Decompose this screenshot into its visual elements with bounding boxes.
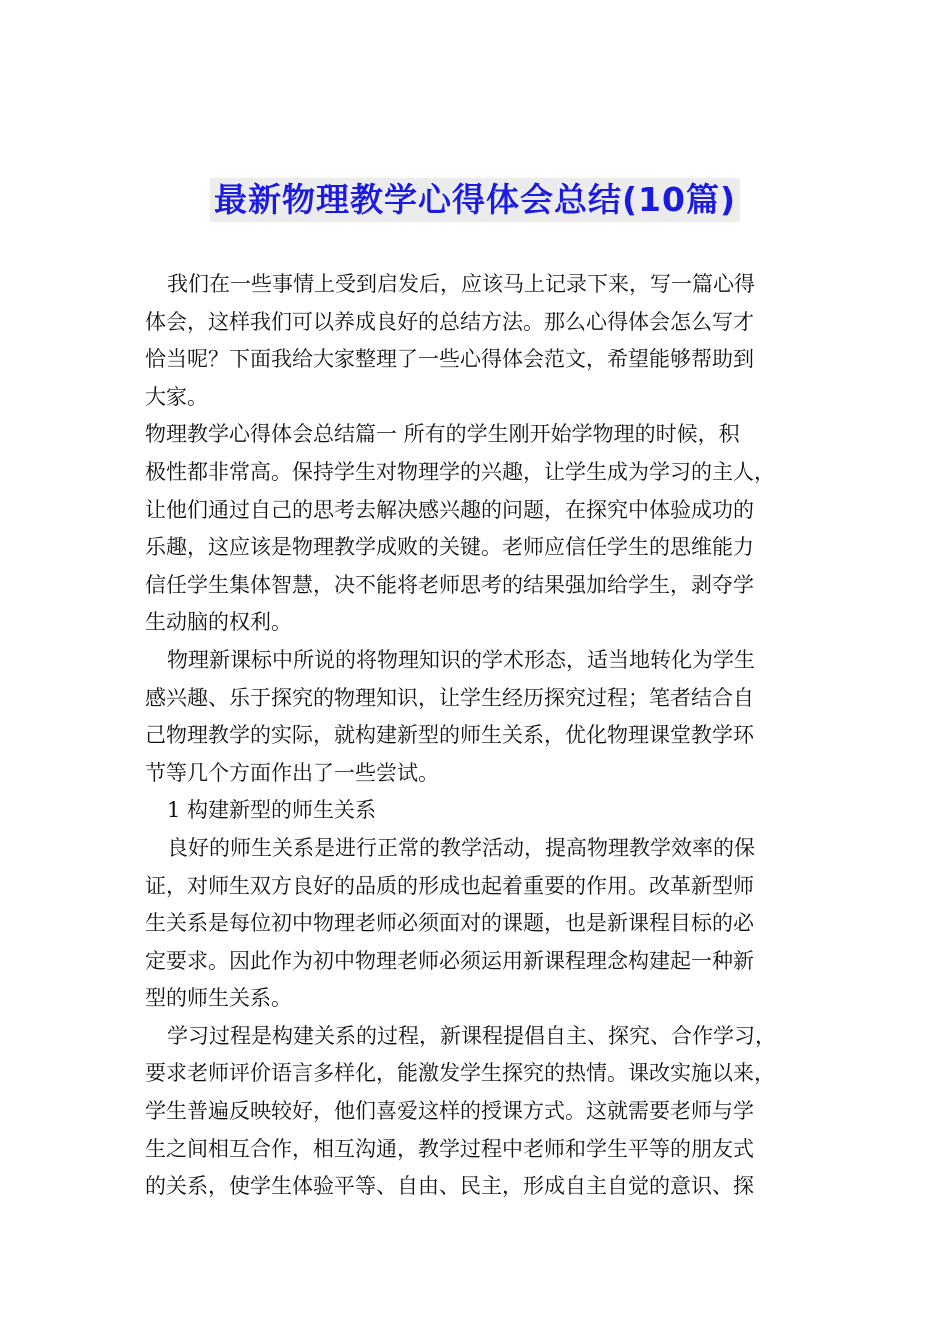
body-line: 生关系是每位初中物理老师必须面对的课题，也是新课程目标的必	[145, 911, 754, 936]
body-line: 物理新课标中所说的将物理知识的学术形态，适当地转化为学生	[167, 647, 755, 672]
subheading: 1 构建新型的师生关系	[167, 798, 377, 823]
body-line: 的关系，使学生体验平等、自由、民主，形成自主自觉的意识、探	[145, 1174, 754, 1199]
document-title: 最新物理教学心得体会总结(10篇)	[210, 178, 740, 222]
document-body	[145, 266, 807, 1206]
body-line: 要求老师评价语言多样化，能激发学生探究的热情。课改实施以来，	[145, 1061, 775, 1086]
body-line: 我们在一些事情上受到启发后，应该马上记录下来，写一篇心得	[167, 272, 755, 296]
body-line: 定要求。因此作为初中物理老师必须运用新课程理念构建起一种新	[145, 948, 754, 973]
body-line: 学习过程是构建关系的过程，新课程提倡自主、探究、合作学习，	[167, 1023, 776, 1048]
body-line: 乐趣，这应该是物理教学成败的关键。老师应信任学生的思维能力	[145, 535, 754, 560]
body-line: 大家。	[145, 384, 208, 409]
body-line: 节等几个方面作出了一些尝试。	[145, 760, 439, 785]
body-line: 良好的师生关系是进行正常的教学活动，提高物理教学效率的保	[167, 835, 755, 860]
body-line: 生动脑的权利。	[145, 610, 292, 635]
body-line: 己物理教学的实际，就构建新型的师生关系，优化物理课堂教学环	[145, 723, 754, 748]
body-line: 体会，这样我们可以养成良好的总结方法。那么心得体会怎么写才	[145, 309, 754, 334]
section-heading-line: 物理教学心得体会总结篇一 所有的学生刚开始学物理的时候，积	[145, 422, 740, 447]
body-line: 极性都非常高。保持学生对物理学的兴趣，让学生成为学习的主人，	[145, 459, 775, 484]
body-line: 信任学生集体智慧，决不能将老师思考的结果强加给学生，剥夺学	[145, 572, 754, 597]
body-line: 让他们通过自己的思考去解决感兴趣的问题，在探究中体验成功的	[145, 497, 754, 522]
body-line: 恰当呢？下面我给大家整理了一些心得体会范文，希望能够帮助到	[145, 347, 754, 372]
body-line: 型的师生关系。	[145, 986, 292, 1011]
title-container	[0, 178, 950, 222]
body-line: 学生普遍反映较好，他们喜爱这样的授课方式。这就需要老师与学	[145, 1099, 754, 1124]
body-line: 生之间相互合作，相互沟通，教学过程中老师和学生平等的朋友式	[145, 1136, 754, 1161]
body-line: 感兴趣、乐于探究的物理知识，让学生经历探究过程；笔者结合自	[145, 685, 754, 710]
body-line: 证，对师生双方良好的品质的形成也起着重要的作用。改革新型师	[145, 873, 754, 898]
